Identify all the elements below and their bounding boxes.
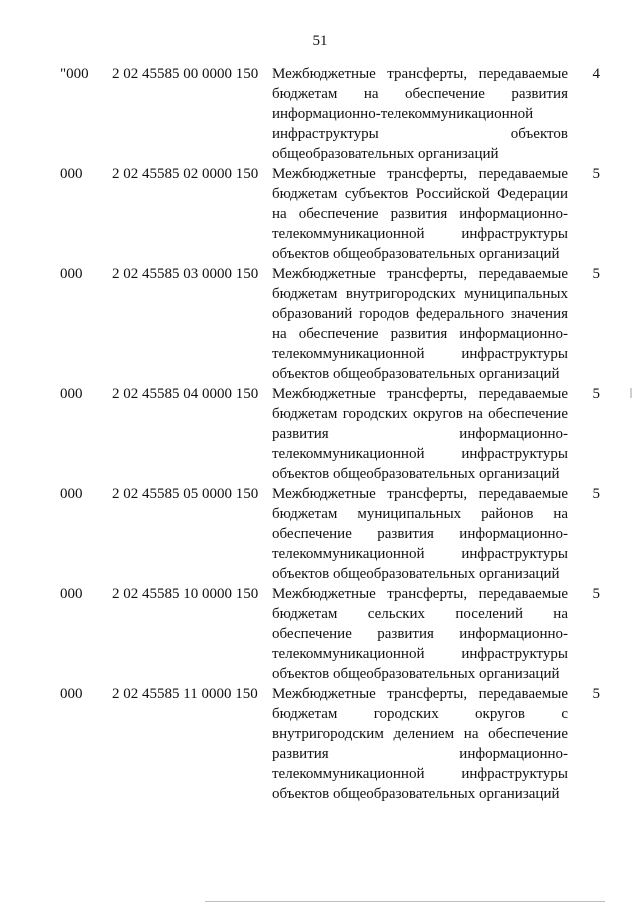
- classification-code-cell: 2 02 45585 10 0000 150: [112, 586, 259, 602]
- amount-cell: 5: [592, 386, 600, 402]
- description-cell: Межбюджетные трансферты, передаваемые бюджетам субъектов Российской Федерации на обеспечение развития информационно-телекоммуникационной инфраструктуры объектов общеобразовательных организаций: [272, 166, 568, 262]
- amount-cell: 5: [592, 586, 600, 602]
- amount-cell: 5: [592, 486, 600, 502]
- admin-code-cell: 000: [60, 386, 83, 402]
- page-number: 51: [312, 33, 328, 49]
- admin-code-cell: 000: [60, 586, 83, 602]
- amount-cell: 4: [592, 66, 600, 82]
- table-row: [60, 684, 600, 804]
- amount-cell: 5: [592, 266, 600, 282]
- table-row: [60, 164, 600, 264]
- budget-classification-table: [60, 64, 600, 804]
- admin-code-cell: 000: [60, 166, 83, 182]
- description-cell: Межбюджетные трансферты, передаваемые бюджетам на обеспечение развития информационно-телекоммуникационной инфраструктуры объектов общеобразовательных организаций: [272, 66, 568, 162]
- table-row: [60, 64, 600, 164]
- table-row: [60, 484, 600, 584]
- classification-code-cell: 2 02 45585 00 0000 150: [112, 66, 259, 82]
- amount-cell: 5: [592, 686, 600, 702]
- description-cell: Межбюджетные трансферты, передаваемые бюджетам внутригородских муниципальных образований городов федерального значения на обеспечение развития информационно-телекоммуникационной инфраструктуры объектов общеобразовательных организаций: [272, 266, 568, 382]
- classification-code-cell: 2 02 45585 02 0000 150: [112, 166, 259, 182]
- description-cell: Межбюджетные трансферты, передаваемые бюджетам муниципальных районов на обеспечение развития информационно-телекоммуникационной инфраструктуры объектов общеобразовательных организаций: [272, 486, 568, 582]
- description-cell: Межбюджетные трансферты, передаваемые бюджетам сельских поселений на обеспечение развития информационно-телекоммуникационной инфраструктуры объектов общеобразовательных организаций: [272, 586, 568, 682]
- classification-code-cell: 2 02 45585 03 0000 150: [112, 266, 259, 282]
- table-row: [60, 264, 600, 384]
- description-cell: Межбюджетные трансферты, передаваемые бюджетам городских округов с внутригородским делением на обеспечение развития информационно-телекоммуникационной инфраструктуры объектов общеобразовательных организаций: [272, 686, 568, 802]
- scan-bottom-edge: [205, 901, 605, 902]
- admin-code-cell: "000: [60, 66, 89, 82]
- classification-code-cell: 2 02 45585 04 0000 150: [112, 386, 259, 402]
- table-row: [60, 584, 600, 684]
- amount-cell: 5: [592, 166, 600, 182]
- admin-code-cell: 000: [60, 486, 83, 502]
- classification-code-cell: 2 02 45585 05 0000 150: [112, 486, 259, 502]
- admin-code-cell: 000: [60, 686, 83, 702]
- admin-code-cell: 000: [60, 266, 83, 282]
- description-cell: Межбюджетные трансферты, передаваемые бюджетам городских округов на обеспечение развития информационно-телекоммуникационной инфраструктуры объектов общеобразовательных организаций: [272, 386, 568, 482]
- classification-code-cell: 2 02 45585 11 0000 150: [112, 686, 258, 702]
- table-row: [60, 384, 600, 484]
- scan-edge-mark: [630, 388, 632, 398]
